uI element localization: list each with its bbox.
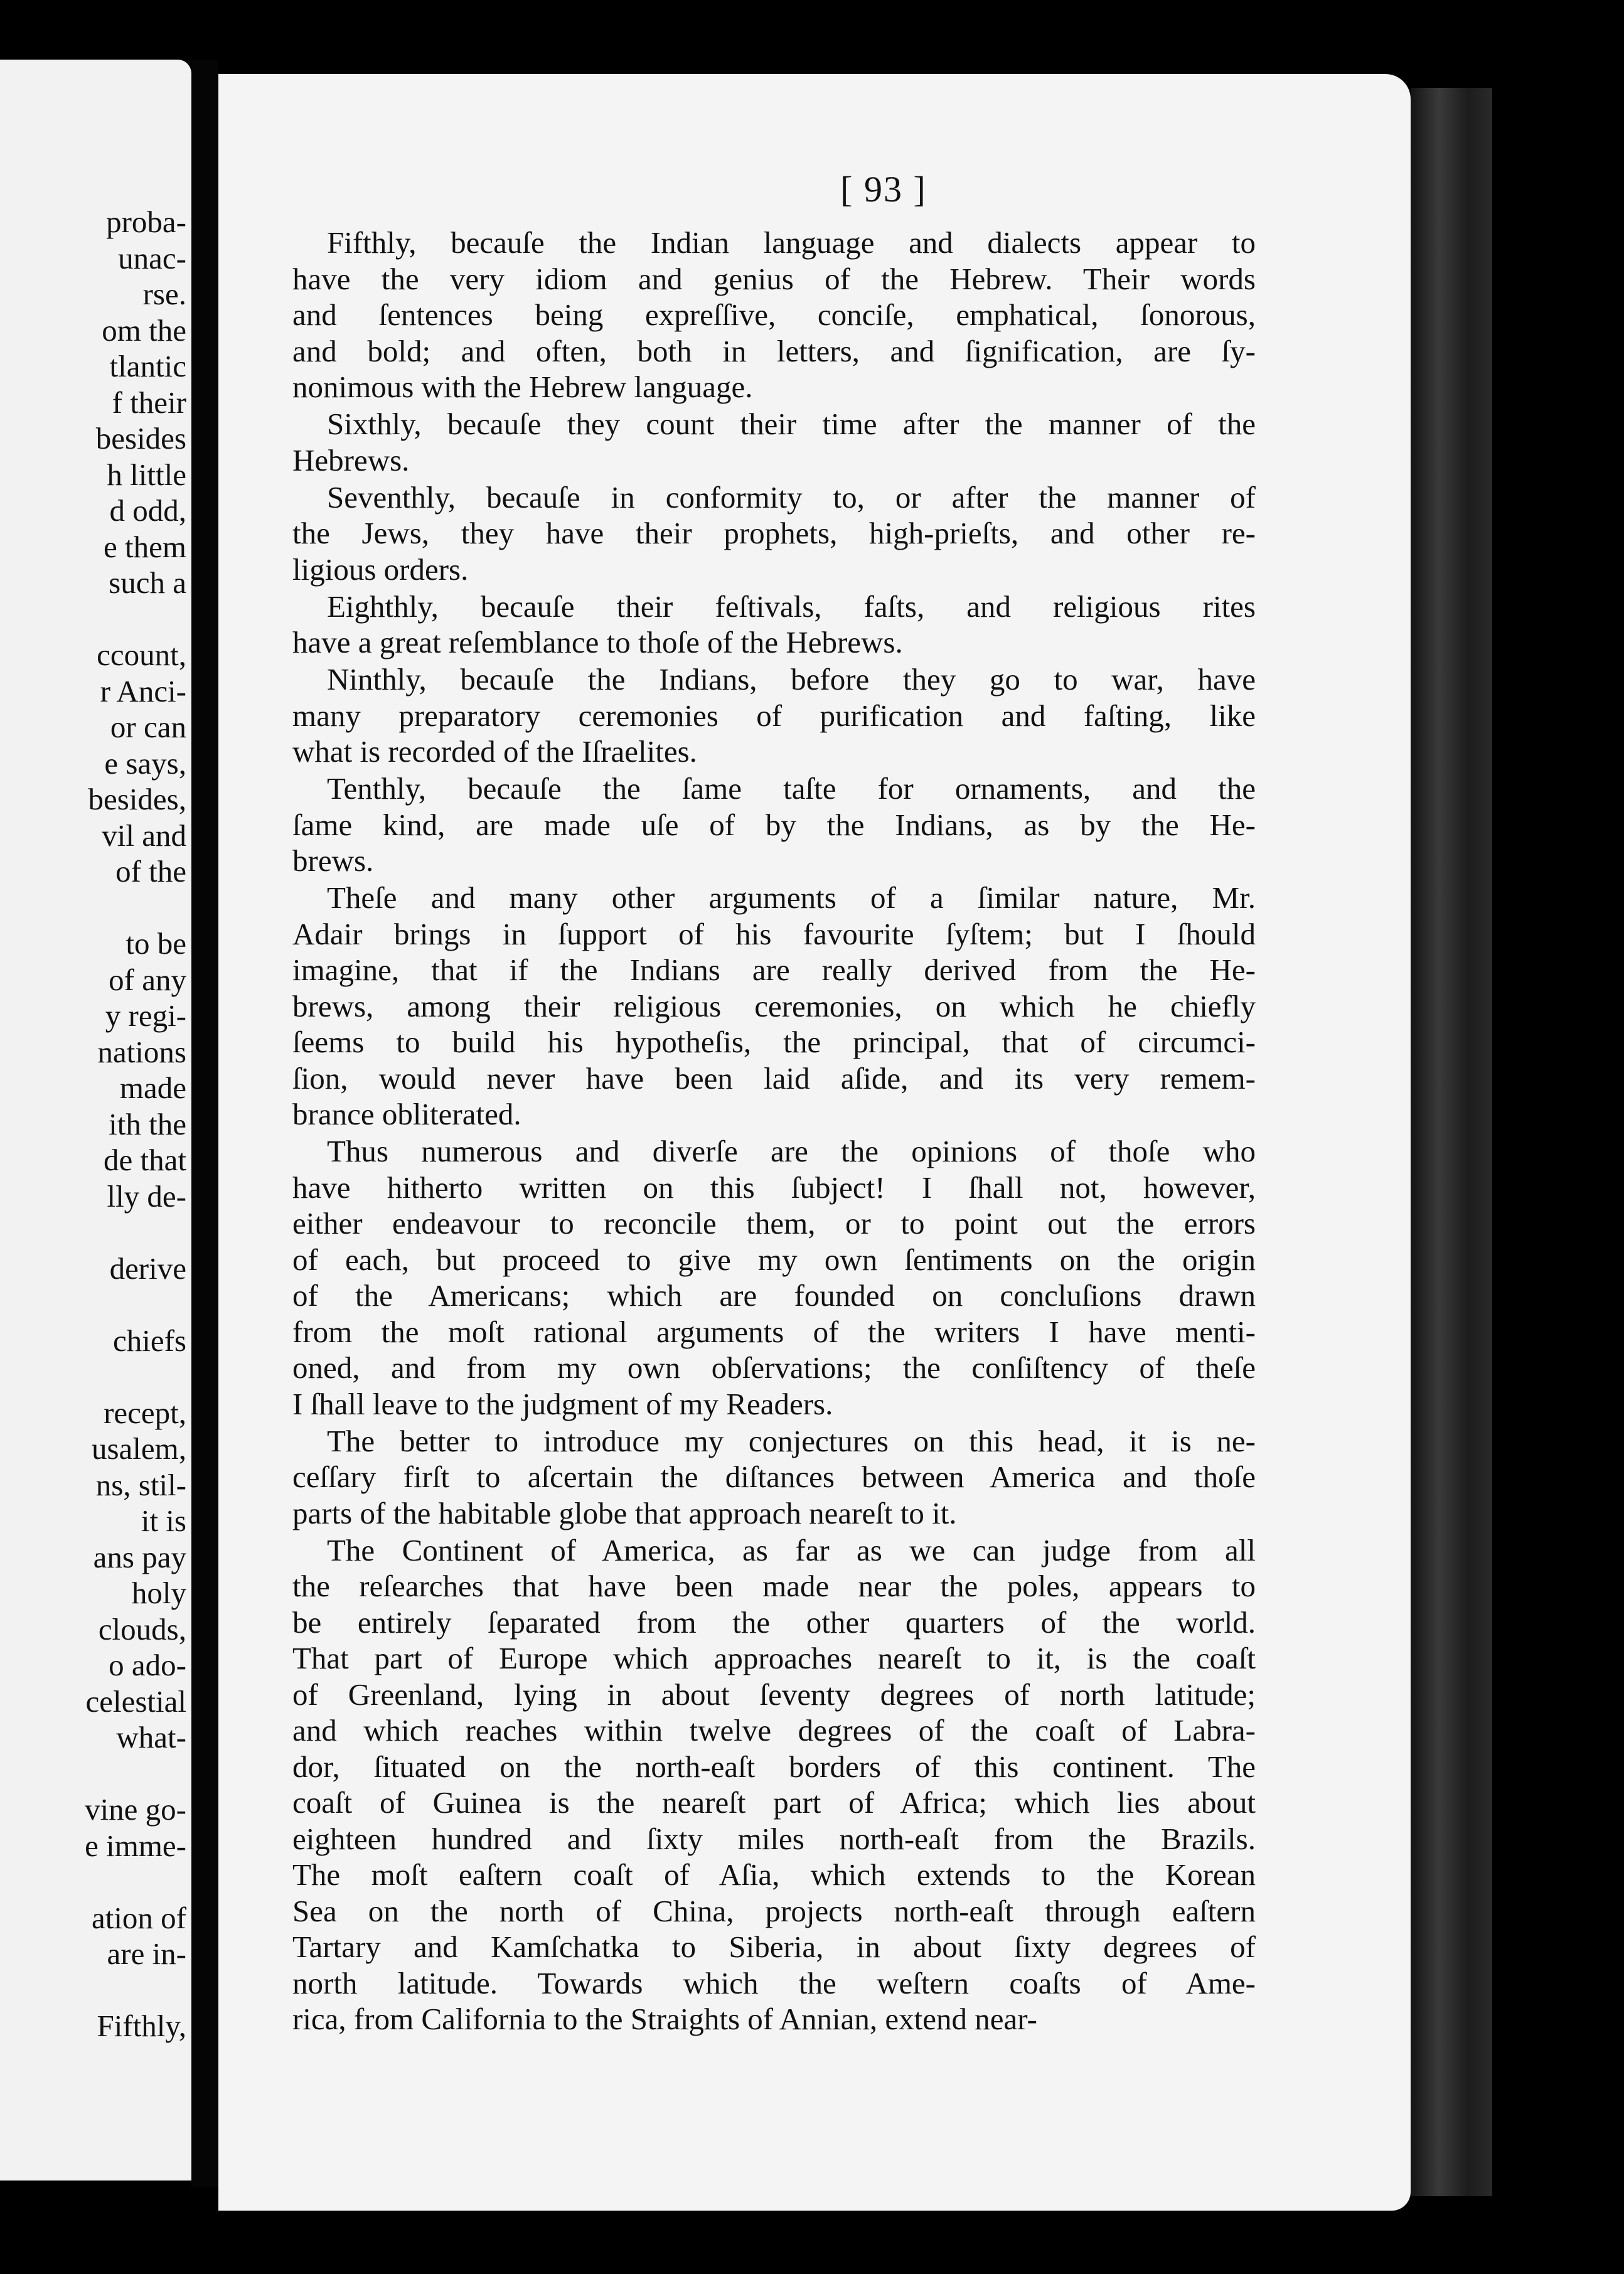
- text-line: Adair brings in ſupport of his favourite ſyſtem; but I ſhould: [292, 916, 1256, 951]
- text-line: brance obliterated.: [292, 1097, 521, 1131]
- text-line: of the Americans; which are founded on concluſions drawn: [292, 1278, 1256, 1313]
- text-line: ceſſary firſt to aſcertain the diſtances between America and thoſe: [292, 1460, 1256, 1494]
- page-edge: [1411, 88, 1492, 2196]
- left-page-line: om the: [102, 312, 186, 348]
- left-page-line: celestial: [85, 1684, 186, 1719]
- text-line: Eighthly, becauſe their feſtivals, faſts, and religious rites: [327, 589, 1256, 624]
- text-line: and bold; and often, both in letters, and ſignification, are ſy-: [292, 333, 1256, 368]
- left-page-line: lly de-: [107, 1178, 186, 1214]
- paragraph: [292, 771, 1256, 879]
- left-page-line: de that: [104, 1143, 186, 1177]
- left-page-line: nations: [97, 1034, 186, 1069]
- text-line: dor, ſituated on the north-eaſt borders of this continent. The: [292, 1749, 1256, 1784]
- paragraph: [292, 1423, 1256, 1532]
- text-line: be entirely ſeparated from the other quarters of the world.: [292, 1604, 1256, 1640]
- left-page-line: ith the: [109, 1106, 186, 1141]
- text-line: Ninthly, becauſe the Indians, before they go to war, have: [327, 662, 1256, 697]
- left-page-line: recept,: [104, 1395, 186, 1430]
- text-line: That part of Europe which approaches neareſt to it, is the coaſt: [292, 1641, 1256, 1675]
- paragraph: [292, 225, 1256, 405]
- text-line: oned, and from my own obſervations; the conſiſtency of theſe: [292, 1350, 1256, 1385]
- left-page-line: e them: [104, 529, 186, 564]
- text-line: brews, among their religious ceremonies, on which he chiefly: [292, 988, 1256, 1023]
- text-line: from the moſt rational arguments of the writers I have menti-: [292, 1314, 1256, 1349]
- body-text: [292, 225, 1256, 2038]
- text-line: brews.: [292, 843, 374, 878]
- left-page-line: derive: [109, 1251, 186, 1286]
- text-line: imagine, that if the Indians are really derived from the He-: [292, 953, 1256, 987]
- text-line: The better to introduce my conjectures on this head, it is ne-: [327, 1423, 1256, 1458]
- text-line: rica, from California to the Straights of Annian, extend near-: [292, 2002, 1037, 2036]
- left-page-line: r Anci-: [100, 673, 186, 708]
- left-page-line: of any: [109, 962, 186, 997]
- text-line: Seventhly, becauſe in conformity to, or after the manner of: [327, 479, 1256, 515]
- left-page-line: besides: [95, 421, 186, 456]
- left-page-line: ation of: [91, 1900, 186, 1935]
- left-page-line: Fifthly,: [97, 2009, 186, 2043]
- left-page-line: what-: [116, 1720, 186, 1754]
- left-page-line: [0, 1972, 186, 2009]
- text-line: north latitude. Towards which the weſtern coaſts of Ame-: [292, 1965, 1256, 2000]
- paragraph: [292, 880, 1256, 1133]
- text-line: many preparatory ceremonies of purification and faſting, like: [292, 698, 1256, 733]
- text-line: either endeavour to reconcile them, or to point out the errors: [292, 1206, 1256, 1241]
- text-line: parts of the habitable globe that approach neareſt to it.: [292, 1495, 957, 1530]
- left-page-line: unac-: [118, 240, 186, 275]
- text-line: nonimous with the Hebrew language.: [292, 370, 753, 404]
- left-page-line: are in-: [107, 1936, 186, 1971]
- left-page: [0, 60, 191, 2181]
- text-line: Thus numerous and diverſe are the opinions of thoſe who: [327, 1134, 1256, 1168]
- left-page-line: [0, 890, 186, 926]
- paragraph: [292, 589, 1256, 661]
- text-line: Sea on the north of China, projects north-eaſt through eaſtern: [292, 1893, 1256, 1928]
- paragraph: [292, 661, 1256, 770]
- book-gutter: [191, 60, 218, 2187]
- text-line: the reſearches that have been made near the poles, appears to: [292, 1569, 1256, 1603]
- left-page-line: [0, 1359, 186, 1395]
- left-page-line: holy: [131, 1576, 186, 1610]
- left-page-line: [0, 1756, 186, 1792]
- left-page-line: ns, stil-: [95, 1467, 186, 1502]
- text-line: and which reaches within twelve degrees of the coaſt of Labra-: [292, 1713, 1256, 1748]
- page-number: [ 93 ]: [840, 169, 927, 210]
- left-page-text: [0, 204, 186, 2044]
- left-page-line: vine go-: [85, 1792, 186, 1827]
- left-page-line: vil and: [102, 818, 186, 853]
- text-line: eighteen hundred and ſixty miles north-eaſt from the Brazils.: [292, 1821, 1256, 1856]
- text-line: of each, but proceed to give my own ſentiments on the origin: [292, 1242, 1256, 1277]
- left-page-line: [0, 1864, 186, 1900]
- left-page-line: proba-: [106, 205, 186, 239]
- left-page-line: y regi-: [105, 998, 186, 1033]
- paragraph: [292, 1532, 1256, 2037]
- text-line: Sixthly, becauſe they count their time after the manner of the: [327, 407, 1256, 441]
- text-line: Tenthly, becauſe the ſame taſte for ornaments, and the: [327, 771, 1256, 806]
- left-page-line: f their: [112, 385, 186, 420]
- text-line: ſeems to build his hypotheſis, the principal, that of circumci-: [292, 1025, 1256, 1059]
- right-page: [218, 74, 1411, 2211]
- left-page-line: usalem,: [91, 1431, 186, 1466]
- left-page-line: tlantic: [109, 349, 186, 383]
- left-page-line: it is: [141, 1503, 186, 1538]
- left-page-line: or can: [110, 710, 186, 744]
- left-page-line: ccount,: [97, 638, 186, 672]
- text-line: what is recorded of the Iſraelites.: [292, 734, 697, 769]
- text-line: ligious orders.: [292, 552, 469, 587]
- text-line: Fifthly, becauſe the Indian language and dialects appear to: [327, 225, 1256, 260]
- left-page-line: e says,: [104, 745, 186, 781]
- left-page-line: made: [119, 1070, 186, 1105]
- text-line: have the very idiom and genius of the Hebrew. Their words: [292, 261, 1256, 296]
- text-line: of Greenland, lying in about ſeventy degrees of north latitude;: [292, 1677, 1256, 1712]
- left-page-line: chiefs: [113, 1323, 186, 1358]
- left-page-line: [0, 601, 186, 638]
- paragraph: [292, 479, 1256, 588]
- text-line: I ſhall leave to the judgment of my Readers.: [292, 1386, 833, 1421]
- text-line: The moſt eaſtern coaſt of Aſia, which extends to the Korean: [292, 1857, 1256, 1892]
- left-page-line: to be: [126, 926, 186, 961]
- text-line: The Continent of America, as far as we can judge from all: [327, 1532, 1256, 1567]
- text-line: Theſe and many other arguments of a ſimilar nature, Mr.: [327, 880, 1256, 915]
- left-page-line: [0, 1286, 186, 1323]
- left-page-line: [0, 1214, 186, 1251]
- text-line: Tartary and Kamſchatka to Siberia, in about ſixty degrees of: [292, 1930, 1256, 1964]
- text-line: the Jews, they have their prophets, high-prieſts, and other re-: [292, 516, 1256, 550]
- text-line: ſame kind, are made uſe of by the Indians, as by the He-: [292, 807, 1256, 842]
- left-page-line: rse.: [142, 277, 186, 311]
- paragraph: [292, 406, 1256, 478]
- text-line: have a great reſemblance to thoſe of the Hebrews.: [292, 625, 903, 659]
- paragraph: [292, 1133, 1256, 1422]
- left-page-line: o ado-: [109, 1648, 186, 1682]
- left-page-line: clouds,: [98, 1611, 186, 1647]
- text-line: ſion, would never have been laid aſide, and its very remem-: [292, 1060, 1256, 1096]
- left-page-line: d odd,: [109, 493, 186, 528]
- text-line: and ſentences being expreſſive, conciſe, emphatical, ſonorous,: [292, 297, 1256, 332]
- text-line: Hebrews.: [292, 442, 410, 478]
- left-page-line: of the: [115, 854, 186, 889]
- left-page-line: h little: [107, 457, 186, 492]
- text-line: coaſt of Guinea is the neareſt part of Africa; which lies about: [292, 1785, 1256, 1820]
- left-page-line: such a: [109, 565, 186, 600]
- text-line: have hitherto written on this ſubject! I ſhall not, however,: [292, 1170, 1256, 1205]
- left-page-line: ans pay: [93, 1539, 186, 1574]
- left-page-line: e imme-: [85, 1828, 186, 1863]
- left-page-line: besides,: [88, 782, 186, 816]
